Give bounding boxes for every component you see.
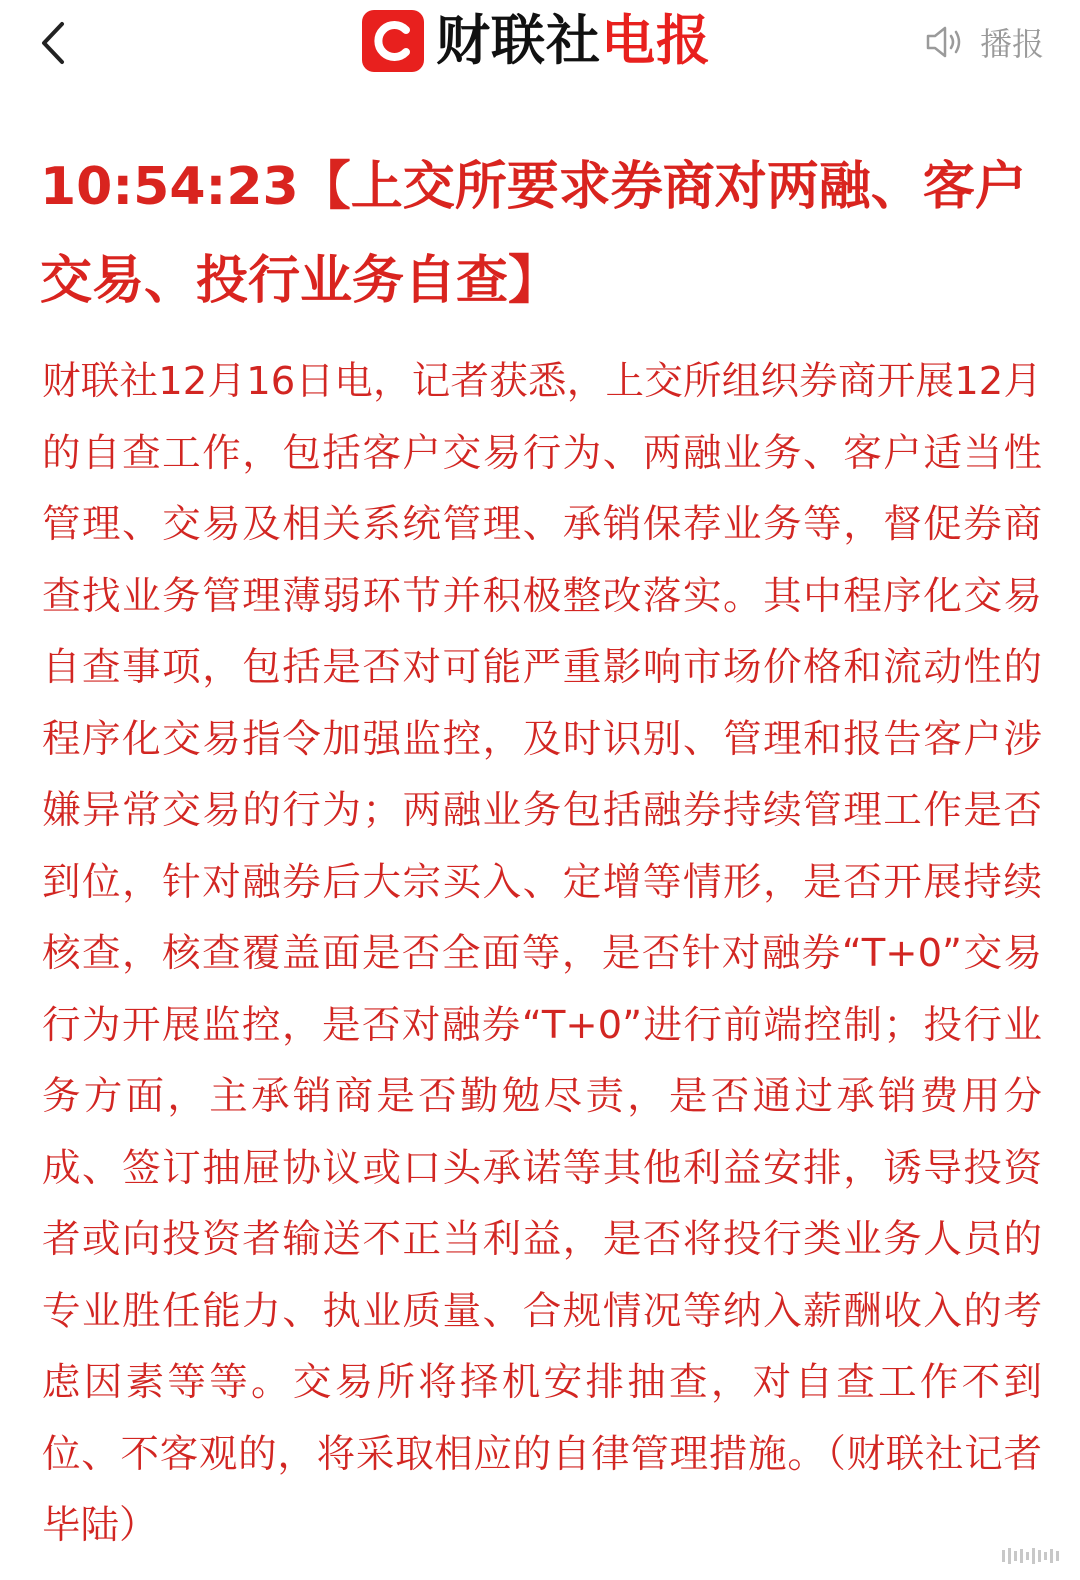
watermark (1000, 1546, 1064, 1566)
top-bar (0, 0, 1080, 96)
logo-accent: 电报 (601, 9, 711, 72)
telegraph-headline (40, 140, 1040, 328)
telegraph-body: 财联社12月16日电，记者获悉，上交所组织券商开展12月的自查工作，包括客户交易行为、两融业务、客户适当性管理、交易及相关系统管理、承销保荐业务等，督促券商查找业务管理薄弱环节并积极整改落实。其中程序化交易自查事项，包括是否对可能严重影响市场价格和流动性的程序化交易指令加强监控，及时识别、管理和报告客户涉嫌异常交易的行为；两融业务包括融券持续管理工作是否到位，针对融券后大宗买入、定增等情形，是否开展持续核查，核查覆盖面是否全面等，是否针对融券“T+0”交易行为开展监控，是否对融券“T+0”进行前端控制；投行业务方面，主承销商是否勤勉尽责，是否通过承销费用分成、签订抽屉协议或口头承诺等其他利益安排，诱导投资者或向投资者输送不正当利益，是否将投行类业务人员的专业胜任能力、执业质量、合规情况等纳入薪酬收入的考虑因素等等。交易所将择机安排抽查，对自查工作不到位、不客观的，将采取相应的自律管理措施。（财联社记者 毕陆） (42, 359, 1042, 1548)
broadcast-label: 播报 (979, 25, 1044, 63)
cls-telegraph-logo (362, 8, 711, 74)
speaker-icon (924, 22, 966, 62)
back-button[interactable] (30, 18, 80, 68)
logo-mark (362, 10, 424, 72)
logo-text (436, 8, 711, 74)
chevron-left-icon[interactable] (30, 18, 80, 68)
telegraph-title: 【上交所要求券商对两融、客户交易、投行业务自查】 (40, 157, 1027, 311)
logo-brand: 财联社 (436, 9, 601, 72)
logo-c-icon (370, 18, 416, 64)
telegraph-time: 10:54:23 (40, 157, 299, 217)
broadcast-button[interactable] (924, 16, 1044, 68)
watermark-icon (1000, 1546, 1064, 1566)
